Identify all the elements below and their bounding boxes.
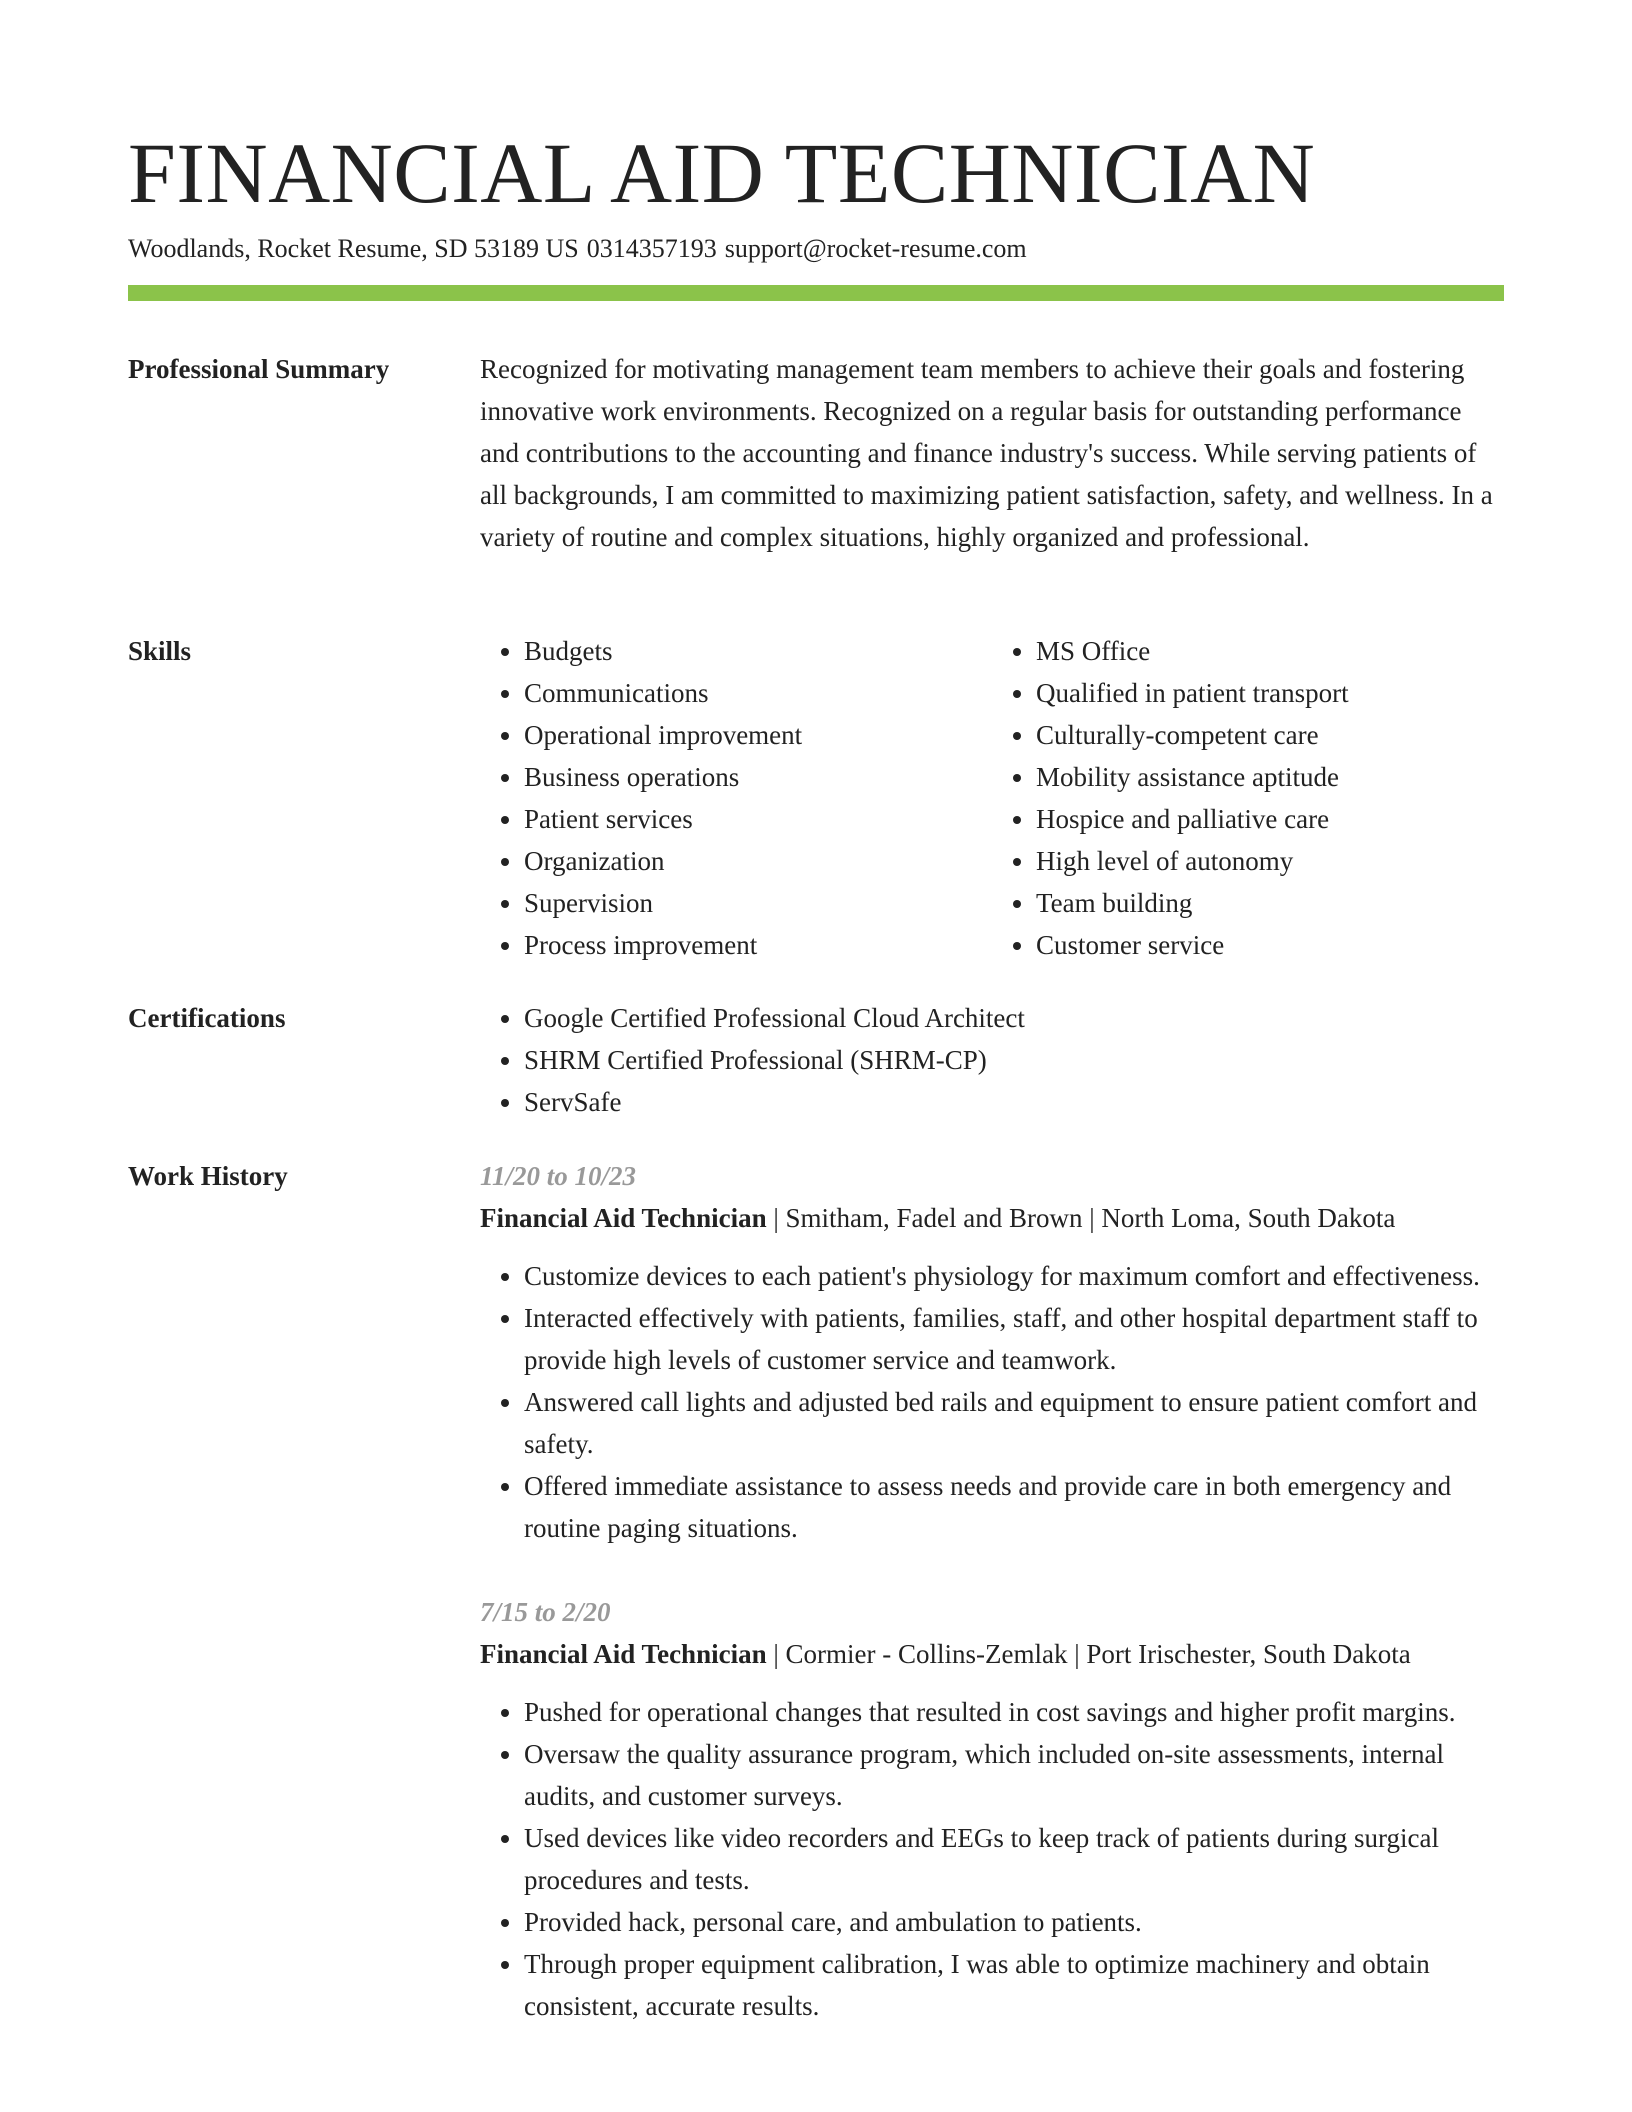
list-item: • Answered call lights and adjusted bed rails and equipment to ensure patient comfort and safety. <box>524 1381 1504 1465</box>
list-item: • Google Certified Professional Cloud Architect <box>524 997 1504 1039</box>
list-item: • Communications <box>524 672 992 714</box>
list-item: • Pushed for operational changes that resulted in cost savings and higher profit margins. <box>524 1691 1504 1733</box>
job-dates: 7/15 to 2/20 <box>480 1597 611 1627</box>
job-dates: 11/20 to 10/23 <box>480 1161 637 1191</box>
list-item: • Culturally-competent care <box>1036 714 1504 756</box>
list-item: • High level of autonomy <box>1036 840 1504 882</box>
list-item: • Organization <box>524 840 992 882</box>
list-item: • Patient services <box>524 798 992 840</box>
section-label-summary: Professional Summary <box>128 354 390 384</box>
list-item: • Oversaw the quality assurance program, which included on-site assessments, internal audits, and customer surveys. <box>524 1733 1504 1817</box>
job-details: | Smitham, Fadel and Brown | North Loma, South Dakota <box>766 1203 1396 1233</box>
job-bullets <box>480 1691 1504 2027</box>
job-bullets <box>480 1255 1504 1549</box>
job-title-line <box>480 1197 1504 1239</box>
job-entry <box>480 1591 1504 2027</box>
list-item: • Budgets <box>524 630 992 672</box>
list-item: • Qualified in patient transport <box>1036 672 1504 714</box>
job-title-line <box>480 1633 1504 1675</box>
summary-text: Recognized for motivating management team members to achieve their goals and fostering innovative work environments. Recognized on a regular basis for outstanding performance and contributions to the accounting and finance industry's success. While serving patients of all backgrounds, I am committed to maximizing patient satisfaction, safety, and wellness. In a variety of routine and complex situations, highly organized and professional. <box>480 354 1493 552</box>
list-item: • Hospice and palliative care <box>1036 798 1504 840</box>
list-item: • Team building <box>1036 882 1504 924</box>
job-entry <box>480 1155 1504 1549</box>
list-item: • Mobility assistance aptitude <box>1036 756 1504 798</box>
list-item: • Used devices like video recorders and EEGs to keep track of patients during surgical procedures and tests. <box>524 1817 1504 1901</box>
certifications-list <box>480 997 1504 1123</box>
list-item: • Operational improvement <box>524 714 992 756</box>
list-item: • Business operations <box>524 756 992 798</box>
resume-name: FINANCIAL AID TECHNICIAN <box>128 125 1316 221</box>
skills-list-left <box>480 630 992 966</box>
list-item: • ServSafe <box>524 1081 1504 1123</box>
list-item: • Through proper equipment calibration, I was able to optimize machinery and obtain consistent, accurate results. <box>524 1943 1504 2027</box>
address: Woodlands, Rocket Resume, SD 53189 US <box>128 234 579 263</box>
header-divider <box>128 285 1504 301</box>
section-label-certifications: Certifications <box>128 1003 286 1033</box>
list-item: • MS Office <box>1036 630 1504 672</box>
job-title: Financial Aid Technician <box>480 1639 767 1669</box>
list-item: • Customer service <box>1036 924 1504 966</box>
list-item: • Customize devices to each patient's physiology for maximum comfort and effectiveness. <box>524 1255 1504 1297</box>
list-item: • SHRM Certified Professional (SHRM-CP) <box>524 1039 1504 1081</box>
list-item: • Interacted effectively with patients, families, staff, and other hospital department staff to provide high levels of customer service and teamwork. <box>524 1297 1504 1381</box>
section-label-work-history: Work History <box>128 1161 288 1191</box>
contact-line <box>128 230 1035 268</box>
phone: 0314357193 <box>586 234 717 263</box>
list-item: • Supervision <box>524 882 992 924</box>
list-item: • Offered immediate assistance to assess needs and provide care in both emergency and routine paging situations. <box>524 1465 1504 1549</box>
list-item: • Provided hack, personal care, and ambulation to patients. <box>524 1901 1504 1943</box>
job-details: | Cormier - Collins-Zemlak | Port Irischester, South Dakota <box>766 1639 1411 1669</box>
email: support@rocket-resume.com <box>724 234 1027 263</box>
list-item: • Process improvement <box>524 924 992 966</box>
section-label-skills: Skills <box>128 636 192 666</box>
skills-list-right <box>992 630 1504 966</box>
job-title: Financial Aid Technician <box>480 1203 767 1233</box>
